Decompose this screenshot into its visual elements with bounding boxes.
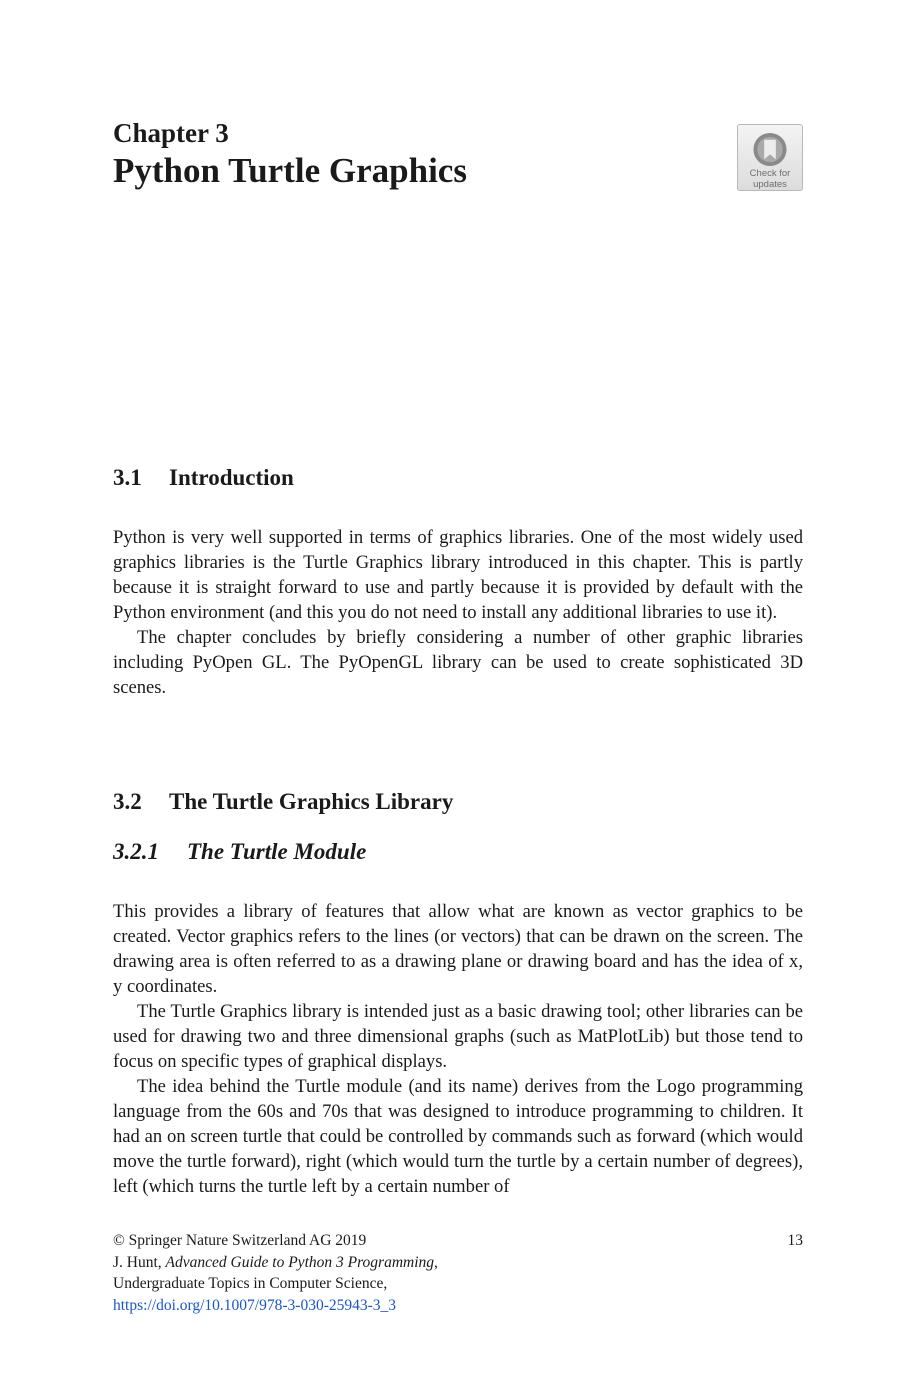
subsection-title: The Turtle Module <box>187 839 367 864</box>
turtle-module-body <box>113 899 803 1199</box>
badge-text-line2: updates <box>753 179 787 190</box>
page-footer <box>113 1230 803 1316</box>
series-text: Undergraduate Topics in Computer Science, <box>113 1275 388 1292</box>
section-title: Introduction <box>169 465 294 490</box>
check-for-updates-badge[interactable] <box>737 124 803 191</box>
author-text: J. Hunt, <box>113 1253 162 1271</box>
introduction-body <box>113 525 803 700</box>
chapter-label: Chapter 3 <box>113 118 229 148</box>
chapter-title: Python Turtle Graphics <box>113 151 467 190</box>
footer-citation-row <box>113 1252 803 1274</box>
subsection-heading-turtle-module <box>113 838 366 866</box>
copyright-text: © Springer Nature Switzerland AG 2019 <box>113 1232 367 1249</box>
paragraph: The idea behind the Turtle module (and its name) derives from the Logo programming language from the 60s and 70s that was designed to introduce programming to children. It had an on screen turtle that could be controlled by commands such as forward (which would move the turtle forward), right (which would turn the turtle by a certain number of degrees), left (which turns the turtle left by a certain number of <box>113 1076 803 1197</box>
badge-text-line1: Check for <box>749 168 791 179</box>
paragraph: Python is very well supported in terms of graphics libraries. One of the most widely used graphics libraries is the Turtle Graphics library introduced in this chapter. This is partly because it is straight forward to use and partly because it is provided by default with the Python environment (and this you do not need to install any additional libraries to use it). <box>113 527 803 623</box>
bookmark-icon <box>751 131 789 168</box>
citation-comma: , <box>434 1253 438 1271</box>
section-number: 3.2 <box>113 789 142 814</box>
section-title: The Turtle Graphics Library <box>169 789 454 814</box>
section-number: 3.1 <box>113 465 142 490</box>
section-heading-turtle-graphics-library <box>113 788 453 816</box>
paragraph: The chapter concludes by briefly considering a number of other graphic libraries including PyOpen GL. The PyOpenGL library can be used to create sophisticated 3D scenes. <box>113 627 803 698</box>
subsection-number: 3.2.1 <box>113 839 159 864</box>
section-heading-introduction <box>113 464 294 492</box>
footer-copyright-row <box>113 1230 803 1252</box>
page-number: 13 <box>787 1232 803 1249</box>
doi-link[interactable]: https://doi.org/10.1007/978-3-030-25943-3_3 <box>113 1296 397 1314</box>
paragraph: This provides a library of features that allow what are known as vector graphics to be created. Vector graphics refers to the lines (or vectors) that can be drawn on the screen. The drawing area is often referred to as a drawing plane or drawing board and has the idea of x, y coordinates. <box>113 901 803 997</box>
paragraph: The Turtle Graphics library is intended just as a basic drawing tool; other libraries can be used for drawing two and three dimensional graphs (such as MatPlotLib) but those tend to focus on specific types of graphical displays. <box>113 1001 803 1072</box>
book-title: Advanced Guide to Python 3 Programming <box>165 1253 435 1271</box>
